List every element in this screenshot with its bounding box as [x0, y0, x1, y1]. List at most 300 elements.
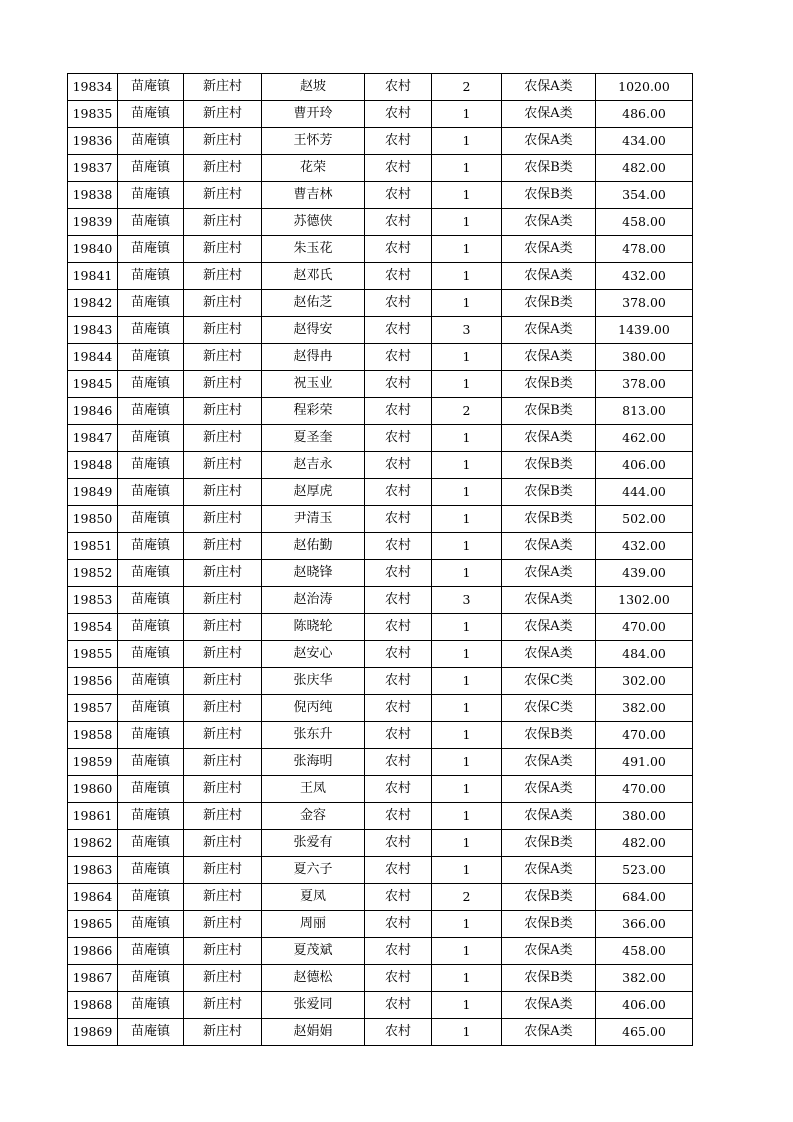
town-cell: 苗庵镇	[118, 830, 184, 857]
amount-cell: 1439.00	[596, 317, 693, 344]
name-cell: 赵坡	[262, 74, 365, 101]
household-type-cell: 农村	[365, 776, 432, 803]
household-type-cell: 农村	[365, 317, 432, 344]
village-cell: 新庄村	[184, 533, 262, 560]
table-row	[68, 911, 693, 938]
household-type-cell: 农村	[365, 371, 432, 398]
household-type-cell: 农村	[365, 695, 432, 722]
category-cell: 农保B类	[502, 155, 596, 182]
town-cell: 苗庵镇	[118, 290, 184, 317]
name-cell: 花荣	[262, 155, 365, 182]
table-row	[68, 74, 693, 101]
village-cell: 新庄村	[184, 614, 262, 641]
table-row	[68, 371, 693, 398]
row-number-cell: 19840	[68, 236, 118, 263]
village-cell: 新庄村	[184, 452, 262, 479]
amount-cell: 439.00	[596, 560, 693, 587]
category-cell: 农保A类	[502, 938, 596, 965]
row-number-cell: 19847	[68, 425, 118, 452]
amount-cell: 470.00	[596, 776, 693, 803]
amount-cell: 432.00	[596, 263, 693, 290]
town-cell: 苗庵镇	[118, 155, 184, 182]
category-cell: 农保A类	[502, 749, 596, 776]
table-row	[68, 560, 693, 587]
member-count-cell: 1	[432, 965, 502, 992]
table-row	[68, 182, 693, 209]
member-count-cell: 1	[432, 425, 502, 452]
household-type-cell: 农村	[365, 479, 432, 506]
table-row	[68, 101, 693, 128]
village-cell: 新庄村	[184, 722, 262, 749]
member-count-cell: 1	[432, 263, 502, 290]
table-row	[68, 938, 693, 965]
table-row	[68, 506, 693, 533]
category-cell: 农保B类	[502, 452, 596, 479]
member-count-cell: 1	[432, 101, 502, 128]
amount-cell: 380.00	[596, 803, 693, 830]
town-cell: 苗庵镇	[118, 614, 184, 641]
village-cell: 新庄村	[184, 344, 262, 371]
name-cell: 赵邓氏	[262, 263, 365, 290]
row-number-cell: 19861	[68, 803, 118, 830]
town-cell: 苗庵镇	[118, 668, 184, 695]
member-count-cell: 1	[432, 668, 502, 695]
amount-cell: 382.00	[596, 965, 693, 992]
village-cell: 新庄村	[184, 857, 262, 884]
member-count-cell: 1	[432, 614, 502, 641]
village-cell: 新庄村	[184, 371, 262, 398]
amount-cell: 484.00	[596, 641, 693, 668]
member-count-cell: 3	[432, 317, 502, 344]
village-cell: 新庄村	[184, 155, 262, 182]
household-type-cell: 农村	[365, 668, 432, 695]
row-number-cell: 19849	[68, 479, 118, 506]
name-cell: 赵得安	[262, 317, 365, 344]
table-row	[68, 452, 693, 479]
household-type-cell: 农村	[365, 155, 432, 182]
category-cell: 农保A类	[502, 803, 596, 830]
town-cell: 苗庵镇	[118, 911, 184, 938]
member-count-cell: 2	[432, 884, 502, 911]
category-cell: 农保B类	[502, 965, 596, 992]
row-number-cell: 19853	[68, 587, 118, 614]
row-number-cell: 19852	[68, 560, 118, 587]
category-cell: 农保B类	[502, 722, 596, 749]
member-count-cell: 1	[432, 290, 502, 317]
household-type-cell: 农村	[365, 722, 432, 749]
row-number-cell: 19865	[68, 911, 118, 938]
village-cell: 新庄村	[184, 587, 262, 614]
amount-cell: 482.00	[596, 155, 693, 182]
village-cell: 新庄村	[184, 74, 262, 101]
table-row	[68, 209, 693, 236]
table-row	[68, 587, 693, 614]
amount-cell: 458.00	[596, 209, 693, 236]
amount-cell: 684.00	[596, 884, 693, 911]
name-cell: 曹开玲	[262, 101, 365, 128]
member-count-cell: 1	[432, 695, 502, 722]
town-cell: 苗庵镇	[118, 722, 184, 749]
household-type-cell: 农村	[365, 236, 432, 263]
row-number-cell: 19862	[68, 830, 118, 857]
category-cell: 农保B类	[502, 398, 596, 425]
table-row	[68, 317, 693, 344]
row-number-cell: 19844	[68, 344, 118, 371]
amount-cell: 1302.00	[596, 587, 693, 614]
name-cell: 尹清玉	[262, 506, 365, 533]
table-row	[68, 668, 693, 695]
town-cell: 苗庵镇	[118, 587, 184, 614]
category-cell: 农保B类	[502, 290, 596, 317]
member-count-cell: 1	[432, 236, 502, 263]
village-cell: 新庄村	[184, 992, 262, 1019]
row-number-cell: 19835	[68, 101, 118, 128]
name-cell: 夏六子	[262, 857, 365, 884]
amount-cell: 380.00	[596, 344, 693, 371]
town-cell: 苗庵镇	[118, 641, 184, 668]
table-row	[68, 695, 693, 722]
row-number-cell: 19856	[68, 668, 118, 695]
row-number-cell: 19867	[68, 965, 118, 992]
table-row	[68, 884, 693, 911]
town-cell: 苗庵镇	[118, 938, 184, 965]
town-cell: 苗庵镇	[118, 209, 184, 236]
household-type-cell: 农村	[365, 560, 432, 587]
amount-cell: 465.00	[596, 1019, 693, 1046]
table-row	[68, 155, 693, 182]
category-cell: 农保A类	[502, 614, 596, 641]
name-cell: 赵厚虎	[262, 479, 365, 506]
category-cell: 农保A类	[502, 344, 596, 371]
town-cell: 苗庵镇	[118, 803, 184, 830]
row-number-cell: 19854	[68, 614, 118, 641]
row-number-cell: 19850	[68, 506, 118, 533]
amount-cell: 478.00	[596, 236, 693, 263]
village-cell: 新庄村	[184, 506, 262, 533]
table-body	[68, 74, 693, 1046]
town-cell: 苗庵镇	[118, 533, 184, 560]
table-row	[68, 749, 693, 776]
name-cell: 赵晓锋	[262, 560, 365, 587]
category-cell: 农保B类	[502, 182, 596, 209]
table-row	[68, 776, 693, 803]
table-row	[68, 263, 693, 290]
village-cell: 新庄村	[184, 209, 262, 236]
name-cell: 赵治涛	[262, 587, 365, 614]
village-cell: 新庄村	[184, 884, 262, 911]
village-cell: 新庄村	[184, 425, 262, 452]
household-type-cell: 农村	[365, 803, 432, 830]
village-cell: 新庄村	[184, 101, 262, 128]
table-row	[68, 425, 693, 452]
name-cell: 苏德侠	[262, 209, 365, 236]
row-number-cell: 19864	[68, 884, 118, 911]
village-cell: 新庄村	[184, 1019, 262, 1046]
household-type-cell: 农村	[365, 587, 432, 614]
town-cell: 苗庵镇	[118, 695, 184, 722]
member-count-cell: 1	[432, 857, 502, 884]
category-cell: 农保B类	[502, 479, 596, 506]
amount-cell: 523.00	[596, 857, 693, 884]
table-row	[68, 236, 693, 263]
table-row	[68, 614, 693, 641]
amount-cell: 434.00	[596, 128, 693, 155]
village-cell: 新庄村	[184, 236, 262, 263]
household-type-cell: 农村	[365, 830, 432, 857]
row-number-cell: 19859	[68, 749, 118, 776]
category-cell: 农保A类	[502, 560, 596, 587]
amount-cell: 482.00	[596, 830, 693, 857]
town-cell: 苗庵镇	[118, 1019, 184, 1046]
household-type-cell: 农村	[365, 209, 432, 236]
member-count-cell: 2	[432, 398, 502, 425]
amount-cell: 406.00	[596, 452, 693, 479]
table-row	[68, 479, 693, 506]
household-type-cell: 农村	[365, 614, 432, 641]
town-cell: 苗庵镇	[118, 425, 184, 452]
household-type-cell: 农村	[365, 506, 432, 533]
row-number-cell: 19857	[68, 695, 118, 722]
amount-cell: 462.00	[596, 425, 693, 452]
amount-cell: 486.00	[596, 101, 693, 128]
village-cell: 新庄村	[184, 938, 262, 965]
category-cell: 农保C类	[502, 695, 596, 722]
household-type-cell: 农村	[365, 857, 432, 884]
row-number-cell: 19869	[68, 1019, 118, 1046]
row-number-cell: 19860	[68, 776, 118, 803]
category-cell: 农保B类	[502, 506, 596, 533]
row-number-cell: 19839	[68, 209, 118, 236]
row-number-cell: 19838	[68, 182, 118, 209]
household-type-cell: 农村	[365, 344, 432, 371]
member-count-cell: 1	[432, 803, 502, 830]
category-cell: 农保A类	[502, 992, 596, 1019]
town-cell: 苗庵镇	[118, 479, 184, 506]
town-cell: 苗庵镇	[118, 749, 184, 776]
name-cell: 金容	[262, 803, 365, 830]
benefit-roster-table	[67, 73, 693, 1046]
table-row	[68, 803, 693, 830]
household-type-cell: 农村	[365, 101, 432, 128]
row-number-cell: 19866	[68, 938, 118, 965]
member-count-cell: 1	[432, 128, 502, 155]
town-cell: 苗庵镇	[118, 776, 184, 803]
category-cell: 农保A类	[502, 128, 596, 155]
name-cell: 陈晓轮	[262, 614, 365, 641]
village-cell: 新庄村	[184, 803, 262, 830]
table-row	[68, 965, 693, 992]
name-cell: 朱玉花	[262, 236, 365, 263]
town-cell: 苗庵镇	[118, 101, 184, 128]
category-cell: 农保A类	[502, 317, 596, 344]
name-cell: 王怀芳	[262, 128, 365, 155]
row-number-cell: 19848	[68, 452, 118, 479]
amount-cell: 502.00	[596, 506, 693, 533]
table-row	[68, 398, 693, 425]
household-type-cell: 农村	[365, 533, 432, 560]
amount-cell: 378.00	[596, 371, 693, 398]
category-cell: 农保C类	[502, 668, 596, 695]
member-count-cell: 1	[432, 938, 502, 965]
amount-cell: 470.00	[596, 722, 693, 749]
row-number-cell: 19842	[68, 290, 118, 317]
row-number-cell: 19846	[68, 398, 118, 425]
member-count-cell: 2	[432, 74, 502, 101]
member-count-cell: 1	[432, 722, 502, 749]
town-cell: 苗庵镇	[118, 884, 184, 911]
category-cell: 农保A类	[502, 101, 596, 128]
member-count-cell: 1	[432, 479, 502, 506]
name-cell: 夏茂斌	[262, 938, 365, 965]
name-cell: 赵德松	[262, 965, 365, 992]
name-cell: 张庆华	[262, 668, 365, 695]
household-type-cell: 农村	[365, 182, 432, 209]
name-cell: 王凤	[262, 776, 365, 803]
amount-cell: 432.00	[596, 533, 693, 560]
household-type-cell: 农村	[365, 641, 432, 668]
name-cell: 赵佑勤	[262, 533, 365, 560]
household-type-cell: 农村	[365, 749, 432, 776]
table-row	[68, 857, 693, 884]
category-cell: 农保A类	[502, 236, 596, 263]
household-type-cell: 农村	[365, 290, 432, 317]
village-cell: 新庄村	[184, 317, 262, 344]
household-type-cell: 农村	[365, 911, 432, 938]
category-cell: 农保A类	[502, 74, 596, 101]
category-cell: 农保A类	[502, 587, 596, 614]
member-count-cell: 1	[432, 452, 502, 479]
member-count-cell: 1	[432, 155, 502, 182]
household-type-cell: 农村	[365, 884, 432, 911]
category-cell: 农保B类	[502, 830, 596, 857]
town-cell: 苗庵镇	[118, 344, 184, 371]
table-row	[68, 344, 693, 371]
member-count-cell: 1	[432, 992, 502, 1019]
village-cell: 新庄村	[184, 641, 262, 668]
amount-cell: 366.00	[596, 911, 693, 938]
category-cell: 农保B类	[502, 911, 596, 938]
village-cell: 新庄村	[184, 263, 262, 290]
household-type-cell: 农村	[365, 938, 432, 965]
amount-cell: 354.00	[596, 182, 693, 209]
household-type-cell: 农村	[365, 452, 432, 479]
member-count-cell: 1	[432, 749, 502, 776]
amount-cell: 470.00	[596, 614, 693, 641]
town-cell: 苗庵镇	[118, 452, 184, 479]
name-cell: 张爱有	[262, 830, 365, 857]
town-cell: 苗庵镇	[118, 317, 184, 344]
member-count-cell: 3	[432, 587, 502, 614]
row-number-cell: 19843	[68, 317, 118, 344]
member-count-cell: 1	[432, 1019, 502, 1046]
village-cell: 新庄村	[184, 128, 262, 155]
village-cell: 新庄村	[184, 695, 262, 722]
row-number-cell: 19855	[68, 641, 118, 668]
household-type-cell: 农村	[365, 965, 432, 992]
household-type-cell: 农村	[365, 263, 432, 290]
category-cell: 农保B类	[502, 884, 596, 911]
village-cell: 新庄村	[184, 776, 262, 803]
town-cell: 苗庵镇	[118, 857, 184, 884]
category-cell: 农保A类	[502, 776, 596, 803]
category-cell: 农保A类	[502, 641, 596, 668]
member-count-cell: 1	[432, 371, 502, 398]
name-cell: 张东升	[262, 722, 365, 749]
town-cell: 苗庵镇	[118, 74, 184, 101]
member-count-cell: 1	[432, 830, 502, 857]
town-cell: 苗庵镇	[118, 398, 184, 425]
member-count-cell: 1	[432, 209, 502, 236]
town-cell: 苗庵镇	[118, 560, 184, 587]
name-cell: 祝玉业	[262, 371, 365, 398]
village-cell: 新庄村	[184, 290, 262, 317]
member-count-cell: 1	[432, 344, 502, 371]
table-row	[68, 830, 693, 857]
town-cell: 苗庵镇	[118, 236, 184, 263]
amount-cell: 1020.00	[596, 74, 693, 101]
member-count-cell: 1	[432, 776, 502, 803]
name-cell: 倪丙纯	[262, 695, 365, 722]
row-number-cell: 19858	[68, 722, 118, 749]
category-cell: 农保A类	[502, 263, 596, 290]
category-cell: 农保A类	[502, 209, 596, 236]
table-row	[68, 290, 693, 317]
village-cell: 新庄村	[184, 911, 262, 938]
town-cell: 苗庵镇	[118, 992, 184, 1019]
name-cell: 夏圣奎	[262, 425, 365, 452]
household-type-cell: 农村	[365, 74, 432, 101]
town-cell: 苗庵镇	[118, 182, 184, 209]
village-cell: 新庄村	[184, 182, 262, 209]
name-cell: 夏凤	[262, 884, 365, 911]
town-cell: 苗庵镇	[118, 965, 184, 992]
village-cell: 新庄村	[184, 560, 262, 587]
name-cell: 赵安心	[262, 641, 365, 668]
amount-cell: 302.00	[596, 668, 693, 695]
name-cell: 赵吉永	[262, 452, 365, 479]
table-row	[68, 722, 693, 749]
row-number-cell: 19834	[68, 74, 118, 101]
row-number-cell: 19836	[68, 128, 118, 155]
household-type-cell: 农村	[365, 425, 432, 452]
amount-cell: 406.00	[596, 992, 693, 1019]
town-cell: 苗庵镇	[118, 506, 184, 533]
table-row	[68, 992, 693, 1019]
row-number-cell: 19845	[68, 371, 118, 398]
town-cell: 苗庵镇	[118, 371, 184, 398]
row-number-cell: 19868	[68, 992, 118, 1019]
village-cell: 新庄村	[184, 749, 262, 776]
table-row	[68, 533, 693, 560]
household-type-cell: 农村	[365, 1019, 432, 1046]
row-number-cell: 19841	[68, 263, 118, 290]
member-count-cell: 1	[432, 560, 502, 587]
category-cell: 农保B类	[502, 371, 596, 398]
amount-cell: 444.00	[596, 479, 693, 506]
table-row	[68, 1019, 693, 1046]
village-cell: 新庄村	[184, 830, 262, 857]
household-type-cell: 农村	[365, 398, 432, 425]
town-cell: 苗庵镇	[118, 263, 184, 290]
name-cell: 曹吉林	[262, 182, 365, 209]
row-number-cell: 19837	[68, 155, 118, 182]
category-cell: 农保A类	[502, 425, 596, 452]
amount-cell: 458.00	[596, 938, 693, 965]
name-cell: 周丽	[262, 911, 365, 938]
household-type-cell: 农村	[365, 128, 432, 155]
name-cell: 赵娟娟	[262, 1019, 365, 1046]
member-count-cell: 1	[432, 533, 502, 560]
